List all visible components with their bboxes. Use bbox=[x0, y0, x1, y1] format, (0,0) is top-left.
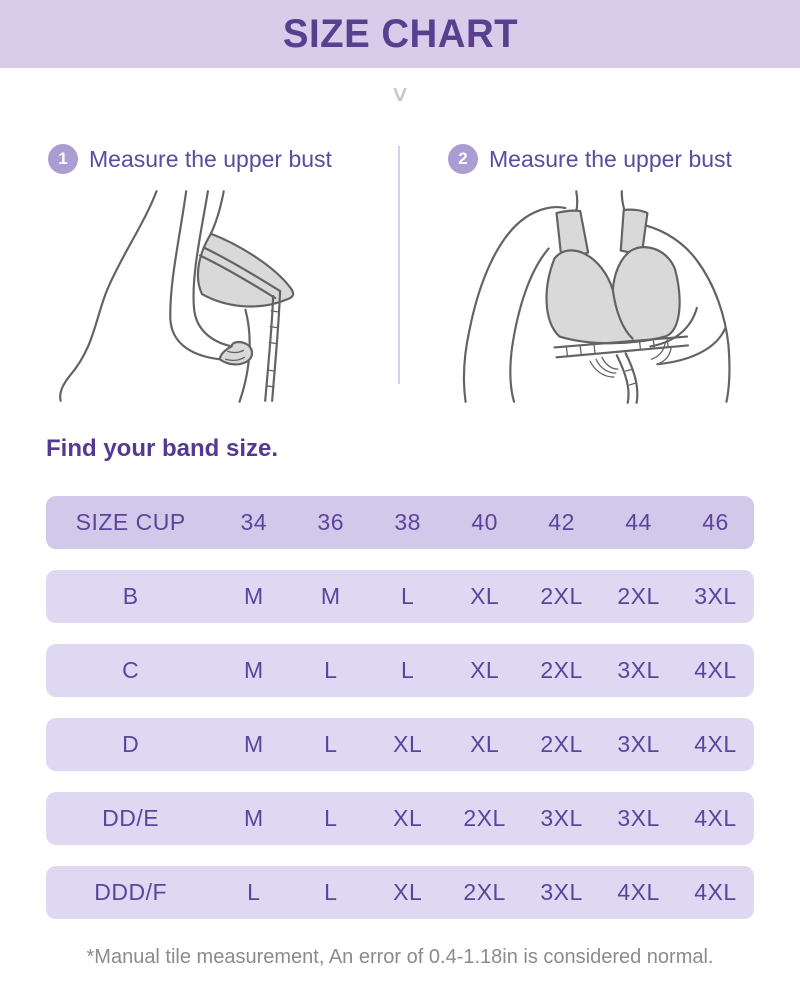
size-value-cell: 3XL bbox=[540, 805, 583, 831]
size-value-cell: XL bbox=[393, 731, 423, 757]
under-bust-measurement-illustration bbox=[432, 190, 768, 405]
size-value-cell: L bbox=[324, 731, 338, 757]
table-header-row bbox=[46, 496, 754, 549]
table-row bbox=[46, 570, 754, 623]
section-divider bbox=[398, 146, 400, 384]
table-row bbox=[46, 644, 754, 697]
table-row bbox=[46, 866, 754, 919]
size-value-cell: 4XL bbox=[694, 657, 737, 683]
step-1-label-row bbox=[0, 142, 400, 176]
size-value-cell: XL bbox=[393, 805, 423, 831]
size-value-cell: L bbox=[324, 805, 338, 831]
row-label-cell: D bbox=[122, 731, 140, 757]
step-1-number-badge: 1 bbox=[48, 144, 78, 174]
size-value-cell: M bbox=[243, 657, 264, 683]
measuring-steps-section bbox=[0, 120, 800, 405]
size-value-cell: 4XL bbox=[694, 805, 737, 831]
size-value-cell: 2XL bbox=[463, 805, 506, 831]
size-value-cell: M bbox=[243, 731, 264, 757]
size-value-cell: 3XL bbox=[617, 731, 660, 757]
size-value-cell: L bbox=[401, 583, 415, 609]
band-size-table bbox=[46, 496, 754, 919]
step-2-number-badge: 2 bbox=[448, 144, 478, 174]
chevron-row bbox=[0, 68, 800, 120]
step-1 bbox=[0, 142, 400, 405]
size-value-cell: L bbox=[401, 657, 415, 683]
row-label-cell: C bbox=[122, 657, 140, 683]
size-value-cell: XL bbox=[470, 731, 500, 757]
size-value-cell: 3XL bbox=[617, 805, 660, 831]
size-value-cell: 40 bbox=[471, 509, 498, 535]
size-value-cell: 2XL bbox=[617, 583, 660, 609]
step-2 bbox=[400, 142, 800, 405]
row-label-cell: B bbox=[122, 583, 139, 609]
size-value-cell: 34 bbox=[240, 509, 268, 535]
size-value-cell: L bbox=[324, 879, 338, 905]
table-row bbox=[46, 718, 754, 771]
size-value-cell: 4XL bbox=[694, 879, 737, 905]
size-value-cell: 4XL bbox=[617, 879, 660, 905]
size-value-cell: XL bbox=[470, 583, 500, 609]
measurement-footnote: *Manual tile measurement, An error of 0.4-1.18in is considered normal. bbox=[86, 946, 714, 968]
size-chart-header bbox=[0, 0, 800, 68]
size-value-cell: 3XL bbox=[617, 657, 660, 683]
size-value-cell: 3XL bbox=[540, 879, 583, 905]
table-row bbox=[46, 792, 754, 845]
size-value-cell: XL bbox=[470, 657, 500, 683]
size-value-cell: 2XL bbox=[540, 657, 583, 683]
size-value-cell: L bbox=[324, 657, 338, 683]
size-value-cell: XL bbox=[393, 879, 423, 905]
step-2-label: Measure the upper bust bbox=[489, 145, 732, 172]
size-value-cell: 3XL bbox=[694, 583, 737, 609]
size-value-cell: 42 bbox=[548, 509, 575, 535]
step-2-label-row bbox=[400, 142, 800, 176]
step-1-label: Measure the upper bust bbox=[89, 145, 332, 172]
upper-bust-measurement-illustration bbox=[32, 190, 368, 405]
row-label-cell: DDD/F bbox=[94, 879, 168, 905]
size-value-cell: 2XL bbox=[463, 879, 506, 905]
size-value-cell: 36 bbox=[317, 509, 345, 535]
page-title: SIZE CHART bbox=[282, 11, 518, 56]
row-label-cell: DD/E bbox=[102, 805, 160, 831]
size-value-cell: M bbox=[243, 583, 264, 609]
size-value-cell: M bbox=[320, 583, 341, 609]
size-value-cell: 38 bbox=[394, 509, 421, 535]
size-value-cell: 4XL bbox=[694, 731, 737, 757]
size-value-cell: 44 bbox=[625, 509, 652, 535]
size-value-cell: M bbox=[243, 805, 264, 831]
size-value-cell: 2XL bbox=[540, 731, 583, 757]
chevron-down-icon: ∨ bbox=[389, 81, 411, 106]
size-value-cell: L bbox=[247, 879, 261, 905]
size-value-cell: 46 bbox=[702, 509, 729, 535]
size-value-cell: 2XL bbox=[540, 583, 583, 609]
band-size-heading: Find your band size. bbox=[46, 435, 279, 462]
row-label-cell: SIZE CUP bbox=[75, 509, 186, 535]
